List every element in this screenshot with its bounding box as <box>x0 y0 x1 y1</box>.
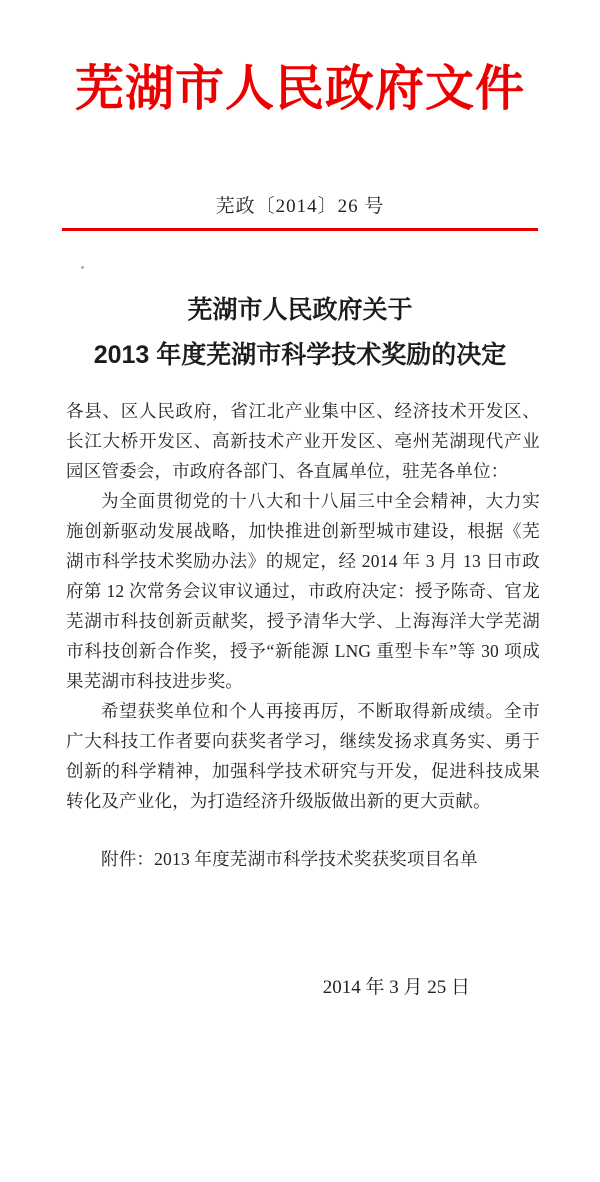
red-divider-rule <box>62 228 538 231</box>
document-title-line2: 2013 年度芜湖市科学技术奖励的决定 <box>93 341 507 369</box>
salutation-paragraph: 各县、区人民政府，省江北产业集中区、经济技术开发区、长江大桥开发区、高新技术产业开发区、亳州芜湖现代产业园区管委会，市政府各部门、各直属单位，驻芜各单位： <box>66 401 540 481</box>
document-date: 2014 年 3 月 25 日 <box>322 977 470 998</box>
document-title-line1: 芜湖市人民政府关于 <box>187 296 413 324</box>
scan-artifact-dot <box>81 266 84 269</box>
document-title <box>0 288 600 378</box>
letterhead-title: 芜湖市人民政府文件 <box>74 61 525 116</box>
body-paragraph-2: 希望获奖单位和个人再接再厉，不断取得新成绩。全市广大科技工作者要向获奖者学习，继续发扬求真务实、勇于创新的科学精神，加强科学技术研究与开发，促进科技成果转化及产业化，为打造经济升级版做出新的更大贡献。 <box>66 701 540 811</box>
attachment-line: 附件：2013 年度芜湖市科学技术奖获奖项目名单 <box>101 849 478 869</box>
body-paragraph-1: 为全面贯彻党的十八大和十八届三中全会精神，大力实施创新驱动发展战略，加快推进创新型城市建设，根据《芜湖市科学技术奖励办法》的规定，经 2014 年 3 月 13 日市政府第 12 次常务会议审议通过，市政府决定：授予陈奇、官龙芜湖市科技创新贡献奖，授予清华大学、上海海洋大学芜湖市科技创新合作奖，授予“新能源 LNG 重型卡车”等 30 项成果芜湖市科技进步奖。 <box>66 491 540 691</box>
document-body <box>66 396 540 874</box>
document-number: 芜政〔2014〕26 号 <box>215 196 385 217</box>
